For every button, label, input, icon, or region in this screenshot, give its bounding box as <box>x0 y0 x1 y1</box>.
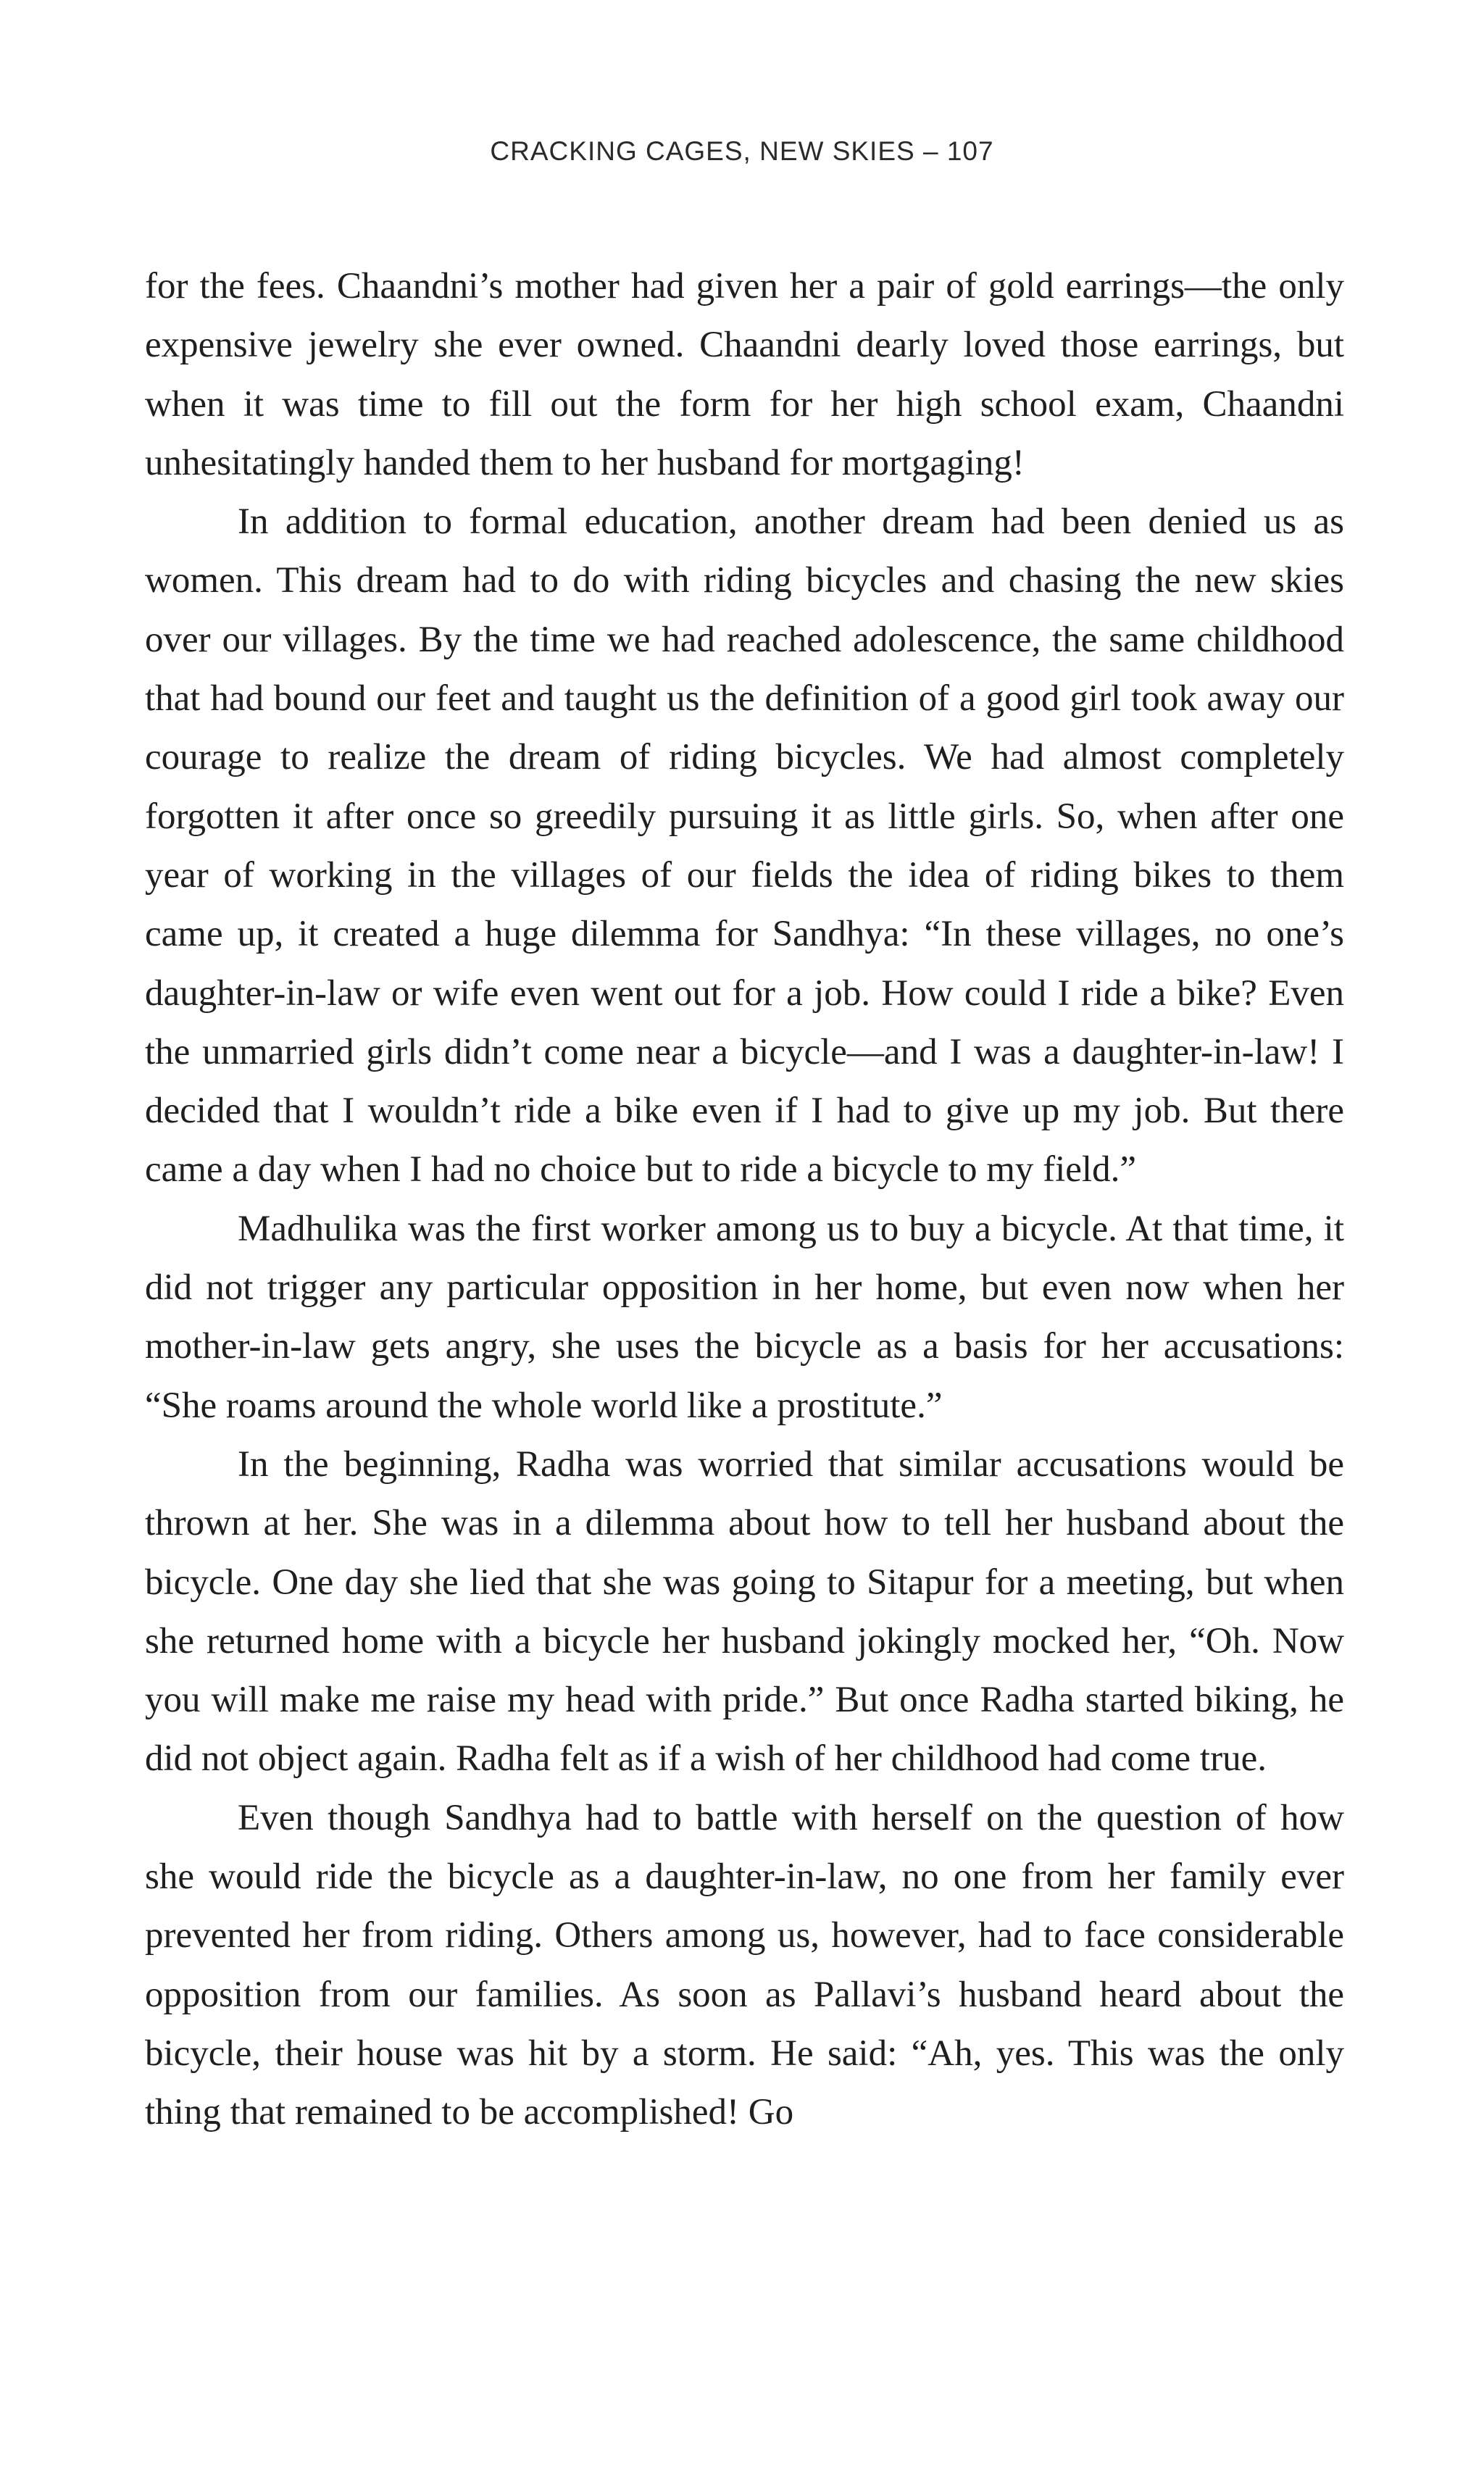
running-head: CRACKING CAGES, NEW SKIES – 107 <box>490 136 994 166</box>
body-text <box>145 257 1344 2143</box>
paragraph: Madhulika was the first worker among us to buy a bicycle. At that time, it did not trigger any particular opposition in her home, but even now when her mother-in-law gets angry, she uses the bicycle as a basis for her accusations: “She roams around the whole world like a prostitute.” <box>145 1208 1344 1426</box>
paragraph: In addition to formal education, another dream had been denied us as women. This dream had to do with riding bicycles and chasing the new skies over our villages. By the time we had reached adolescence, the same childhood that had bound our feet and taught us the definition of a good girl took away our courage to realize the dream of riding bicycles. We had almost completely forgotten it after once so greedily pursuing it as little girls. So, when after one year of working in the villages of our fields the idea of riding bikes to them came up, it created a huge dilemma for Sandhya: “In these villages, no one’s daughter-in-law or wife even went out for a job. How could I ride a bike? Even the unmarried girls didn’t come near a bicycle—and I was a daughter-in-law! I decided that I wouldn’t ride a bike even if I had to give up my job. But there came a day when I had no choice but to ride a bicycle to my field.” <box>145 501 1344 1191</box>
paragraph: Even though Sandhya had to battle with herself on the question of how she would ride the bicycle as a daughter-in-law, no one from her family ever prevented her from riding. Others among us, however, had to face considerable opposition from our families. As soon as Pallavi’s husband heard about the bicycle, their house was hit by a storm. He said: “Ah, yes. This was the only thing that remained to be accomplished! Go <box>145 1797 1344 2133</box>
paragraph-continued: for the fees. Chaandni’s mother had given her a pair of gold earrings—the only expensive jewelry she ever owned. Chaandni dearly loved those earrings, but when it was time to fill out the form for her high school exam, Chaandni unhesitatingly handed them to her husband for mortgaging! <box>145 266 1344 483</box>
paragraph: In the beginning, Radha was worried that similar accusations would be thrown at her. She was in a dilemma about how to tell her husband about the bicycle. One day she lied that she was going to Sitapur for a meeting, but when she returned home with a bicycle her husband jokingly mocked her, “Oh. Now you will make me raise my head with pride.” But once Radha started biking, he did not object again. Radha felt as if a wish of her childhood had come true. <box>145 1443 1344 1780</box>
